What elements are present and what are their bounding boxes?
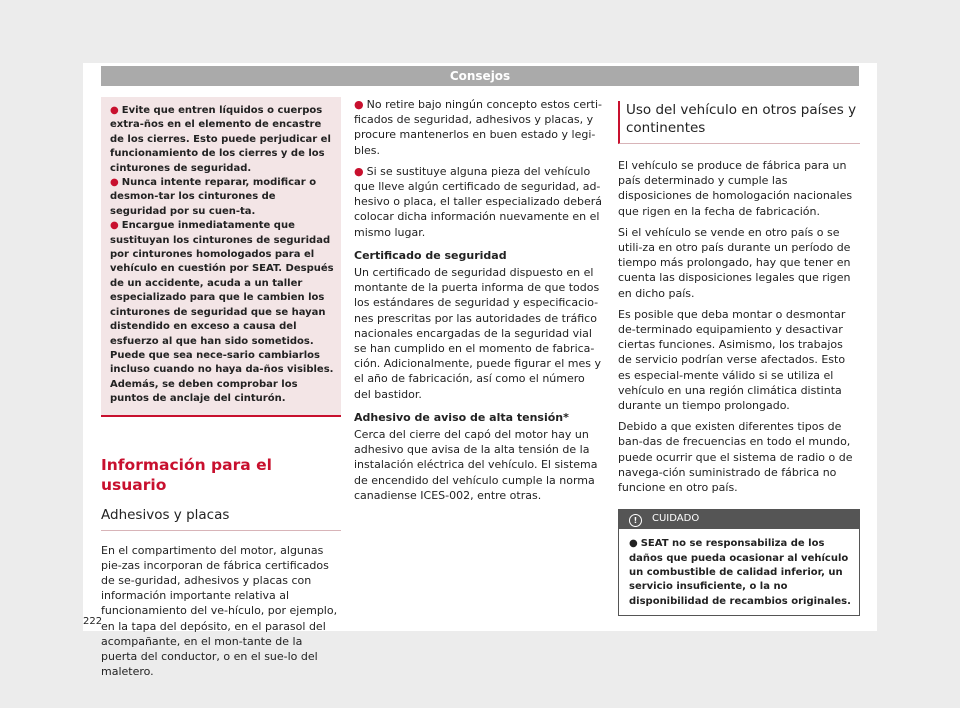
- body-paragraph: El vehículo se produce de fábrica para un país determinado y cumple las disposiciones de homologación nacionales que rigen en la fecha de fabricación.: [618, 159, 853, 218]
- body-paragraph: Si el vehículo se vende en otro país o se utili-za en otro país durante un período de tiempo más prolongado, hay que tener en cuenta las disposiciones legales que rigen en dicho país.: [618, 225, 851, 300]
- header-title: Consejos: [449, 69, 511, 83]
- bullet-icon: ●: [110, 220, 119, 232]
- heading-safety-certificate: Certificado de seguridad: [354, 248, 507, 262]
- column-left: [101, 97, 341, 685]
- warning-item: ● Evite que entren líquidos o cuerpos extra-ños en el elemento de encastre de los cierres. Esto puede perjudicar el funcionamiento de los cierres y de los cinturones de seguridad.: [110, 105, 331, 174]
- bullet-icon: ●: [354, 98, 364, 111]
- bullet-icon: ●: [354, 164, 364, 178]
- warning-box: [101, 97, 341, 417]
- column-right: [618, 97, 860, 616]
- bullet-icon: ●: [110, 177, 119, 189]
- warning-item: ● Encargue inmediatamente que sustituyan los cinturones de seguridad por cinturones homologados para el vehículo en cuestión por SEAT. Después de un accidente, acuda a un taller especializado para que le cambien los cinturones de seguridad que se hayan distendido en exceso a causa del esfuerzo al que han sido sometidos. Puede que sea nece-sario cambiarlos incluso cuando no haya da-ños visibles. Además, se deben comprobar los puntos de anclaje del cinturón.: [110, 220, 334, 405]
- body-paragraph: Un certificado de seguridad dispuesto en el montante de la puerta informa de que todos los estándares de seguridad y especificacio-nes prescritas por las autoridades de tráfico nacionales encargadas de la seguridad vial se han cumplido en el momento de fabrica-ción. Adicionalmente, puede figurar el mes y el año de fabricación, así como el número del bastidor.: [354, 266, 601, 401]
- bullet-icon: ●: [110, 105, 119, 116]
- page-number: 222: [83, 616, 103, 627]
- caution-label: CUIDADO: [652, 513, 700, 525]
- section-header-bar: [101, 66, 859, 86]
- bullet-paragraph: ● Si se sustituye alguna pieza del vehículo que lleve algún certificado de seguridad, ad-hesivo o placa, el taller especializado deberá colocar dicha información nuevamente en el mismo lugar.: [354, 164, 603, 239]
- caution-text: ● SEAT no se responsabiliza de los daños que pueda ocasionar al vehículo un combustible de calidad inferior, un servicio insuficiente, o la no disponibilidad de recambios originales.: [629, 538, 851, 607]
- bullet-icon: ●: [629, 538, 638, 550]
- body-paragraph: Debido a que existen diferentes tipos de ban-das de frecuencias en todo el mundo, puede ocurrir que el sistema de radio o de navega-ción suministrado de fábrica no funcione en otro país.: [618, 420, 853, 495]
- body-paragraph: Es posible que deba montar o desmontar de-terminado equipamiento y desactivar ciertas funciones. Asimismo, los trabajos de servicio podrían verse afectados. Esto es especial-mente válido si se utiliza el vehículo en una región climática distinta durante un tiempo prolongado.: [618, 307, 846, 413]
- exclamation-icon: !: [629, 514, 642, 527]
- warning-item: ● Nunca intente reparar, modificar o desmon-tar los cinturones de seguridad por su cuen-ta.: [110, 177, 317, 217]
- column-middle: [354, 97, 604, 509]
- subsection-title: Adhesivos y placas: [101, 506, 341, 531]
- bullet-paragraph: ● No retire bajo ningún concepto estos certi-ficados de seguridad, adhesivos y placas, y procure mantenerlos en buen estado y legi-bles.: [354, 98, 602, 157]
- body-paragraph: En el compartimento del motor, algunas pie-zas incorporan de fábrica certificados de se-guridad, adhesivos y placas con información importante relativa al funcionamiento del ve-hículo, por ejemplo, en la tapa del depósito, en el parasol del acompañante, en el mon-tante de la puerta del conductor, o en el sue-lo del maletero.: [101, 543, 338, 679]
- body-paragraph: Cerca del cierre del capó del motor hay un adhesivo que avisa de la alta tensión de la instalación eléctrica del vehículo. El sistema de encendido del vehículo cumple la norma canadiense ICES-002, entre otras.: [354, 428, 598, 502]
- caution-box: [618, 509, 860, 616]
- section-title: Información para el usuario: [101, 455, 272, 494]
- manual-page: [83, 63, 877, 679]
- section-title: Uso del vehículo en otros países y continentes: [618, 101, 860, 144]
- caution-header: [619, 509, 859, 529]
- heading-high-voltage: Adhesivo de aviso de alta tensión*: [354, 410, 569, 424]
